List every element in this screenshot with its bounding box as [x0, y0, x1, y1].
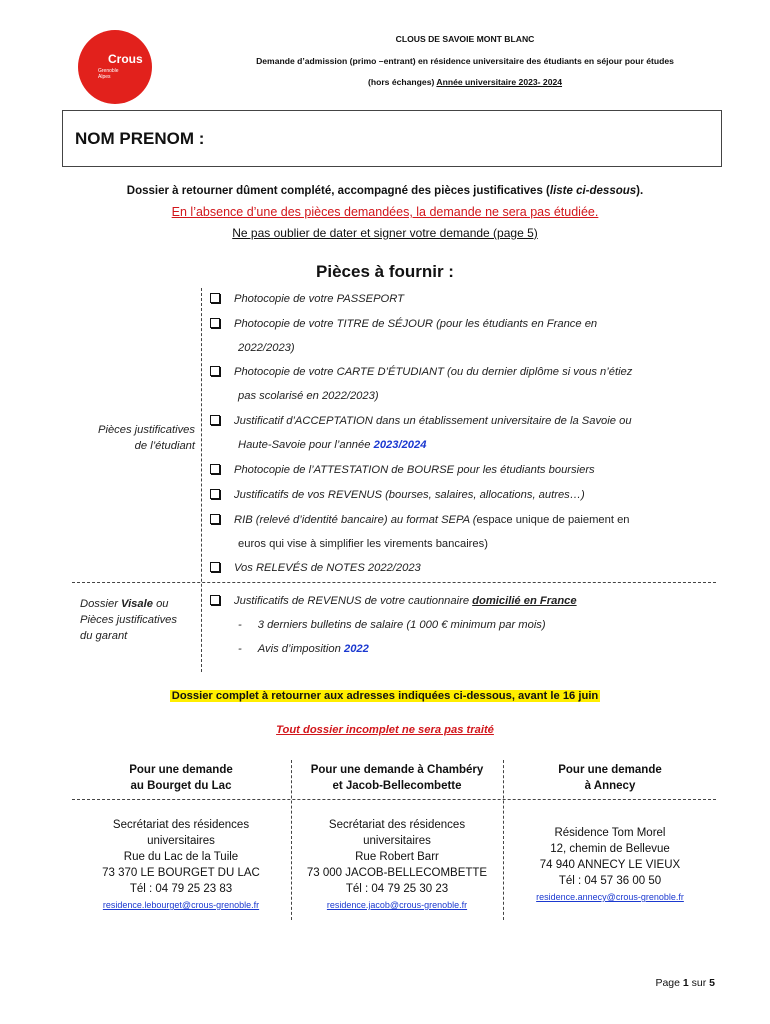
checkbox-icon[interactable] [210, 415, 220, 425]
vertical-divider [201, 288, 202, 672]
header-title: CLOUS DE SAVOIE MONT BLANC [395, 34, 535, 44]
address-bourget: Secrétariat des résidences universitaires Rue du Lac de la Tuile 73 370 LE BOURGET DU LAC Tél : 04 79 25 23 83 residence.lebourget@crous-grenoble.fr [102, 819, 260, 910]
list-item: Photocopie de l’ATTESTATION de BOURSE pour les étudiants boursiers [210, 458, 710, 482]
list-item: Vos RELEVÉS de NOTES 2022/2023 [210, 556, 710, 580]
student-docs-label: Pièces justificatives de l’étudiant [98, 424, 195, 452]
incomplete-notice: Tout dossier incomplet ne sera pas traité [276, 724, 494, 736]
address-chambery: Secrétariat des résidences universitaires Rue Robert Barr 73 000 JACOB-BELLECOMBETTE Tél : 04 79 25 30 23 residence.jacob@crous-grenoble.fr [306, 819, 488, 910]
list-item: - 3 derniers bulletins de salaire (1 000 € minimum par mois) [238, 619, 546, 631]
name-label: NOM PRENOM : [75, 129, 205, 148]
column-divider [503, 760, 504, 920]
column-header-bourget: Pour une demande au Bourget du Lac [129, 764, 233, 792]
list-item: - Avis d’imposition 2022 [238, 643, 369, 655]
page-number: Page 1 sur 5 [655, 977, 715, 989]
logo-subtitle: Grenoble Alpes [98, 68, 119, 80]
header-subtitle: Demande d’admission (primo –entrant) en résidence universitaire des étudiants en séjour pour études [256, 56, 674, 66]
header-year: (hors échanges) Année universitaire 2023- 2024 [367, 77, 563, 87]
checkbox-icon[interactable] [210, 366, 220, 376]
list-item: Justificatif d’ACCEPTATION dans un établissement universitaire de la Savoie ou Haute-Savoie pour l’année 2023/2024 [210, 409, 710, 457]
checkbox-icon[interactable] [210, 318, 220, 328]
checkbox-icon[interactable] [210, 464, 220, 474]
email-link-annecy[interactable]: residence.annecy@crous-grenoble.fr [536, 892, 684, 902]
logo-brand: Crous [108, 52, 143, 66]
checkbox-icon[interactable] [210, 514, 220, 524]
checkbox-icon[interactable] [210, 489, 220, 499]
section-divider [72, 582, 716, 583]
intro-instructions: Dossier à retourner dûment complété, accompagné des pièces justificatives (liste ci-dessous). [126, 185, 644, 197]
list-item: Justificatifs de vos REVENUS (bourses, salaires, allocations, autres…) [210, 483, 710, 507]
warning-text: En l’absence d’une des pièces demandées, la demande ne sera pas étudiée. [171, 205, 599, 219]
deadline-notice: Dossier complet à retourner aux adresses indiquées ci-dessous, avant le 16 juin [171, 690, 599, 702]
column-header-chambery: Pour une demande à Chambéry et Jacob-Bellecombette [310, 764, 484, 792]
list-item: Photocopie de votre PASSEPORT [210, 287, 710, 311]
list-item: RIB (relevé d’identité bancaire) au format SEPA (espace unique de paiement en euros qui vise à simplifier les virements bancaires) [210, 508, 710, 556]
sign-reminder: Ne pas oublier de dater et signer votre demande (page 5) [232, 226, 538, 240]
pieces-title: Pièces à fournir : [316, 262, 454, 281]
list-item: Photocopie de votre TITRE de SÉJOUR (pour les étudiants en France en 2022/2023) [210, 312, 710, 360]
checkbox-icon[interactable] [210, 595, 220, 605]
list-item: Justificatifs de REVENUS de votre cautionnaire domicilié en France [210, 589, 710, 613]
checkbox-icon[interactable] [210, 562, 220, 572]
checkbox-icon[interactable] [210, 293, 220, 303]
email-link-chambery[interactable]: residence.jacob@crous-grenoble.fr [326, 900, 468, 910]
email-link-bourget[interactable]: residence.lebourget@crous-grenoble.fr [102, 900, 260, 910]
name-box[interactable] [62, 110, 722, 167]
guarantor-docs-label: Dossier Visale ou Pièces justificatives du garant [80, 598, 177, 642]
crous-logo [78, 30, 152, 104]
address-header-divider [72, 799, 716, 800]
column-header-annecy: Pour une demande à Annecy [558, 764, 662, 792]
list-item: Photocopie de votre CARTE D’ÉTUDIANT (ou du dernier diplôme si vous n’étiez pas scolarisé en 2022/2023) [210, 360, 710, 408]
address-annecy: Résidence Tom Morel 12, chemin de Bellevue 74 940 ANNECY LE VIEUX Tél : 04 57 36 00 50 residence.annecy@crous-grenoble.fr [536, 827, 684, 902]
